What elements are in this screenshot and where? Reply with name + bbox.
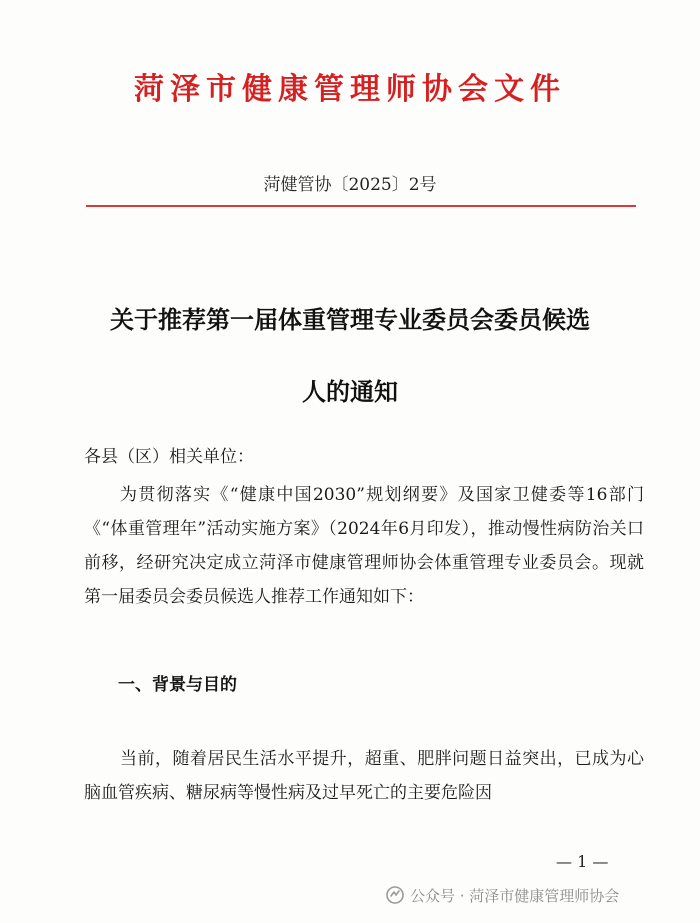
document-number: 菏健管协〔2025〕2号 bbox=[263, 175, 437, 195]
notice-title-line-2: 人的通知 bbox=[302, 377, 398, 406]
red-divider-line bbox=[86, 205, 636, 207]
body-paragraph-1: 为贯彻落实《“健康中国2030”规划纲要》及国家卫健委等16部门《“体重管理年”活动实施方案》（2024年6月印发），推动慢性病防治关口前移，经研究决定成立菏泽市健康管理师协会体重管理专业委员会。现就第一届委员会委员候选人推荐工作通知如下： bbox=[84, 485, 644, 607]
watermark-text: 公众号 · 菏泽市健康管理师协会 bbox=[410, 886, 620, 905]
section-heading-background: 一、背景与目的 bbox=[118, 675, 237, 695]
salutation: 各县（区）相关单位： bbox=[84, 447, 254, 467]
page-number: — 1 — bbox=[556, 852, 609, 871]
notice-title-line-1: 关于推荐第一届体重管理专业委员会委员候选 bbox=[110, 305, 590, 334]
wechat-official-account-icon bbox=[386, 886, 404, 904]
body-paragraph-2: 当前，随着居民生活水平提升，超重、肥胖问题日益突出，已成为心脑血管疾病、糖尿病等慢性病及过早死亡的主要危险因 bbox=[84, 749, 644, 803]
org-header-title: 菏泽市健康管理师协会文件 bbox=[134, 72, 566, 107]
watermark bbox=[386, 884, 619, 906]
